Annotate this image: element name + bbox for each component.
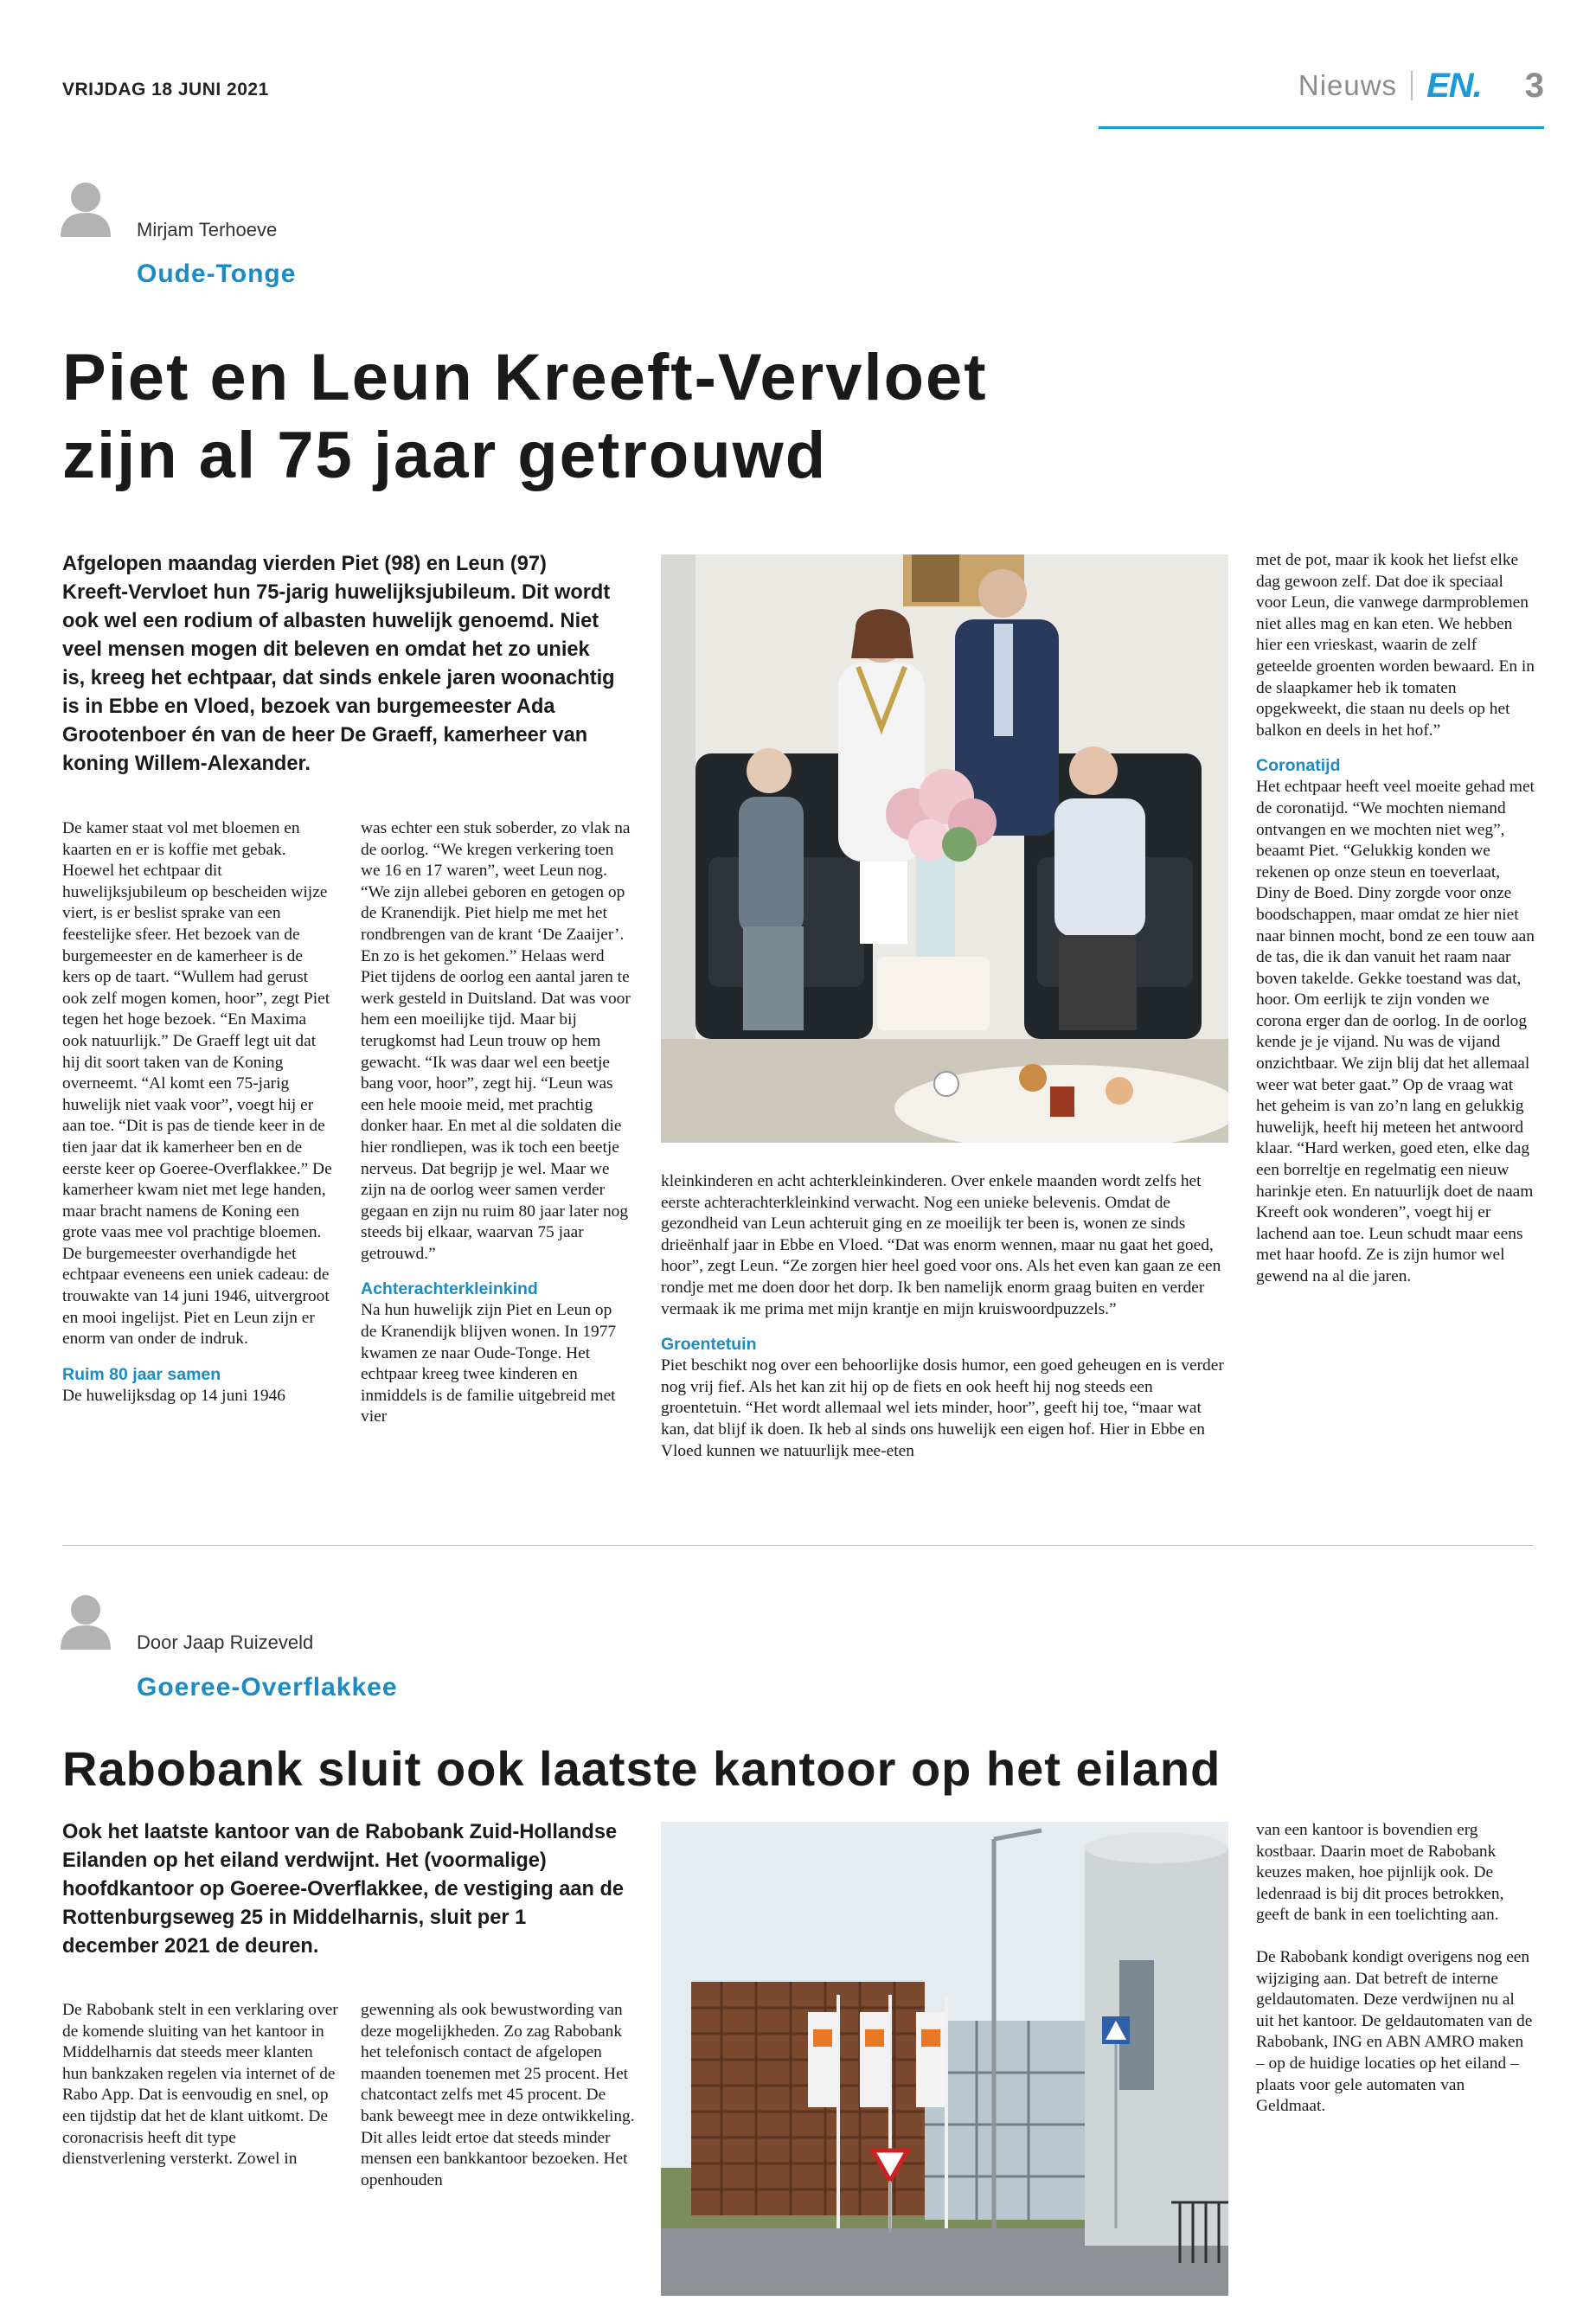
subheading: Ruim 80 jaar samen [62, 1364, 221, 1384]
article-column-2 [361, 818, 631, 1428]
article-intro: Afgelopen maandag vierden Piet (98) en Leun (97) Kreeft-Vervloet hun 75-jarig huwelijksjubileum. Dit wordt ook wel een rodium of albasten huwelijk genoemd. Niet veel mensen mogen dit beleven en omdat het zo uniek is, kreeg het echtpaar, dat sinds enkele jaren woonachtig is in Ebbe en Vloed, bezoek van burgemeester Ada Grootenboer én van de heer De Graeff, kamerheer van koning Willem-Alexander. [62, 553, 615, 775]
column-text: met de pot, maar ik kook het liefst elke dag gewoon zelf. Dat doe ik speciaal voor Leun, die vanwege darmproblemen niet alles mag en kan eten. We hebben hier een vrieskast, waarin de zelf geteelde groenten worden bewaard. En in de slaapkamer heb ik tomaten opgekweekt, die staan nu deels op het balkon en deels in het hof.” [1256, 551, 1535, 740]
photo-couple-illustration [661, 554, 1228, 1143]
author-avatar-icon [61, 180, 111, 237]
article-intro: Ook het laatste kantoor van de Rabobank Zuid-Hollandse Eilanden op het eiland verdwijnt. Het (voormalige) hoofdkantoor op Goeree-Overflakkee, de vestiging aan de Rottenburgseweg 25 in Middelharnis, sluit per 1 december 2021 de deuren. [62, 1821, 624, 1958]
issue-date: VRIJDAG 18 JUNI 2021 [62, 80, 269, 99]
page-number: 3 [1524, 66, 1544, 105]
location-label: Goeree-Overflakkee [137, 1673, 398, 1702]
headline-line-1: Piet en Leun Kreeft-Vervloet [62, 341, 988, 414]
column-text: De Rabobank kondigt overigens nog een wijziging aan. Dat betreft de interne geldautomaten. Deze verdwijnen nu al uit het kantoor. De geldautomaten van de Rabobank, ING en ABN AMRO maken – op de huidige locaties op het eiland – plaats voor gele automaten van Geldmaat. [1256, 1947, 1533, 2116]
article-column-1 [62, 2000, 339, 2170]
column-text: Piet beschikt nog over een behoorlijke dosis humor, een goed geheugen en is verder nog vrij fief. Als het kan zit hij op de fiets en ook heeft hij nog steeds een groentetuin. “Het wordt allemaal wel iets minder, hoor”, geeft hij toe, “maar wat kan, dat blijf ik doen. Ik heb al sinds ons huwelijk een eigen hof. Hier in Ebbe en Vloed kunnen we natuurlijk mee-eten [661, 1356, 1224, 1460]
headline-line-2: zijn al 75 jaar getrouwd [62, 419, 828, 492]
column-text: van een kantoor is bovendien erg kostbaar. Daarin moet de Rabobank keuzes maken, hoe pijnlijk ook. De ledenraad is bij dit proces betrokken, geeft de bank in een toelichting aan. [1256, 1821, 1504, 1925]
section-name: Nieuws [1298, 69, 1398, 101]
en-logo: EN. [1426, 66, 1482, 105]
article-column-1 [62, 818, 332, 1407]
masthead-separator [1411, 71, 1413, 100]
column-text: kleinkinderen en acht achterkleinkinderen. Over enkele maanden wordt zelfs het eerste achterachterkleinkind verwacht. Nog een unieke belevenis. Omdat de gezondheid van Leun achteruit ging en ze moeilijk ter been is, wonen ze sinds drieënhalf jaar in Ebbe en Vloed. “Dat was enorm wennen, maar nu gaat het goed, hoor”, zegt Leun. “Ze zorgen hier heel goed voor ons. Als het even kan gaan ze een rondje met me doen door het dorp. Ik ben namelijk enorm graag buiten en verder vermaak ik me prima met mijn krantje en mijn kruiswoordpuzzels.” [661, 1172, 1221, 1318]
subheading: Groentetuin [661, 1335, 757, 1355]
photo-bank-building-illustration [661, 1822, 1228, 2296]
headline: Rabobank sluit ook laatste kantoor op het eiland [62, 1741, 1221, 1796]
masthead [1298, 64, 1544, 107]
article-photo [661, 554, 1228, 1143]
author-byline: Door Jaap Ruizeveld [137, 1631, 314, 1653]
column-text: Het echtpaar heeft veel moeite gehad met de coronatijd. “We mochten niemand ontvangen en we mochten niet weg”, beaamt Piet. “Gelukkig konden we rekenen op onze steun en toeverlaat, Diny de Boed. Diny zorgde voor onze boodschappen, maar omdat ze hier niet naar binnen mocht, bond ze een touw aan de tas, die ik dan vanuit het raam naar boven takelde. Gekke toestand was dat, hoor. Om eerlijk te zijn vonden we corona erger dan de oorlog. In de oorlog kende je je vijand. Nu was de vijand onzichtbaar. We zijn blij dat het allemaal weer wat beter gaat.” Op de vraag wat het geheim is van zo’n lang en gelukkig huwelijk, heeft hij meteen het antwoord klaar. “Hard werken, goed eten, elke dag een borreltje en regelmatig een nieuw harinkje eten. En natuurlijk doet de naam Kreeft ook wonderen”, voegt hij er lachend aan toe. Leun schudt maar eens met haar hoofd. Ze is zijn humor wel gewend na al die jaren. [1256, 778, 1535, 1285]
subheading: Coronatijd [1256, 756, 1341, 776]
article-column-3 [1256, 1820, 1535, 2118]
subheading: Achterachterkleinkind [361, 1279, 538, 1299]
column-text: was echter een stuk soberder, zo vlak na de oorlog. “We kregen verkering toen we 16 en 17 waren”, weet Leun nog. “We zijn allebei geboren en getogen op de Kranendijk. Piet hielp me met het rondbrengen van de krant ‘De Zaaijer’. En zo is het gekomen.” Helaas werd Piet tijdens de oorlog een aantal jaren te werk gesteld in Duitsland. Dat was voor hem een moeilijke tijd. Maar bij terugkomst had Leun trouw op hem gewacht. “Ik was daar wel een beetje bang voor, hoor”, zegt hij. “Leun was een hele mooie meid, met prachtig donker haar. En met al die soldaten die hier rondliepen, was ik toch een beetje nerveus. Dat begrijp je wel. Maar we zijn na de oorlog weer samen verder gegaan en zijn nu ruim 80 jaar later nog steeds bij elkaar, waarvan 75 jaar getrouwd.” [361, 819, 631, 1263]
column-text: Na hun huwelijk zijn Piet en Leun op de Kranendijk blijven wonen. In 1977 kwamen ze naar Oude-Tonge. Het echtpaar kreeg twee kinderen en inmiddels is de familie uitgebreid met vier [361, 1301, 617, 1426]
author-avatar-icon [61, 1593, 111, 1650]
article-divider [62, 1545, 1533, 1546]
column-text: De kamer staat vol met bloemen en kaarten en er is koffie met gebak. Hoewel het echtpaar dit huwelijksjubileum op bescheiden wijze viert, is er beslist sprake van een feestelijke sfeer. Het bezoek van de burgemeester en de kamerheer is de kers op de taart. “Wullem had gerust ook zelf mogen komen, hoor”, zegt Piet tegen het hoge bezoek. “En Maxima ook natuurlijk.” De Graeff legt uit dat hij dit soort taken van de Koning overneemt. “Al komt een 75-jarig huwelijk niet vaak voor”, voegt hij er aan toe. “Dit is pas de tiende keer in de tien jaar dat ik kamerheer ben en de eerste keer op Goeree-Overflakkee.” De kamerheer kwam niet met lege handen, maar bracht namens de Koning een grote vaas mee vol prachtige bloemen. De burgemeester overhandigde het echtpaar eveneens een uniek cadeau: de trouwakte van 14 juni 1946, uitvergroot en mooi ingelijst. Piet en Leun zijn er enorm van onder de indruk. [62, 819, 332, 1349]
location-label: Oude-Tonge [137, 260, 297, 288]
headline [62, 339, 1100, 495]
article-photo [661, 1822, 1228, 2296]
column-text: gewenning als ook bewustwording van deze mogelijkheden. Zo zag Rabobank het telefonisch contact de afgelopen maanden toenemen met 25 procent. Het chatcontact zelfs met 45 procent. De bank beweegt mee in deze ontwikkeling. Dit alles leidt ertoe dat steeds minder mensen een bankkantoor bezoeken. Het openhouden [361, 2001, 635, 2189]
article-column-4 [1256, 550, 1535, 1288]
column-text: De huwelijksdag op 14 juni 1946 [62, 1386, 285, 1405]
header-rule [1099, 126, 1544, 129]
column-text: De Rabobank stelt in een verklaring over de komende sluiting van het kantoor in Middelharnis dat steeds meer klanten hun bankzaken regelen via internet of de Rabo App. Dat is eenvoudig en snel, op een tijdstip dat het de klant uitkomt. De coronacrisis heeft dit type dienstverlening versterkt. Zowel in [62, 2001, 338, 2169]
author-byline: Mirjam Terhoeve [137, 219, 278, 240]
article-column-3 [661, 1171, 1232, 1462]
article-column-2 [361, 2000, 638, 2191]
